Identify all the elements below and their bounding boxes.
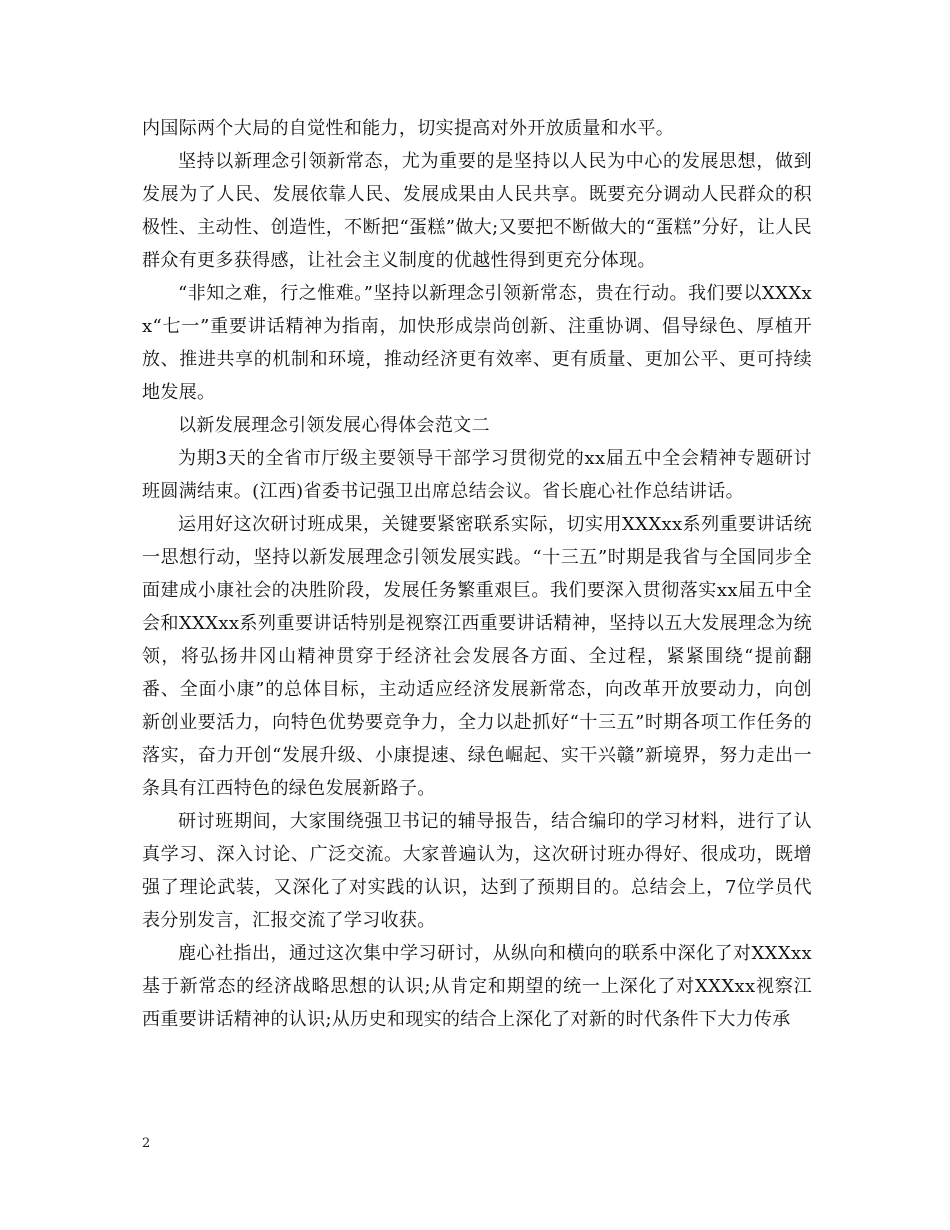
paragraph: 坚持以新理念引领新常态，尤为重要的是坚持以人民为中心的发展思想，做到发展为了人民、发展依靠人民、发展成果由人民共享。既要充分调动人民群众的积极性、主动性、创造性，不断把“蛋糕”做大;又要把不断做大的“蛋糕”分好，让人民群众有更多获得感，让社会主义制度的优越性得到更充分体现。 [142,151,812,271]
document-body [142,112,812,1036]
section-heading: 以新发展理念引领发展心得体会范文二 [178,415,490,436]
page-number: 2 [142,1136,151,1151]
paragraph: 运用好这次研讨班成果，关键要紧密联系实际，切实用XXXxx系列重要讲话统一思想行动，坚持以新发展理念引领发展实践。“十三五”时期是我省与全国同步全面建成小康社会的决胜阶段，发展任务繁重艰巨。我们要深入贯彻落实xx届五中全会和XXXxx系列重要讲话特别是视察江西重要讲话精神，坚持以五大发展理念为统领，将弘扬井冈山精神贯穿于经济社会发展各方面、全过程，紧紧围绕“提前翻番、全面小康”的总体目标，主动适应经济发展新常态，向改革开放要动力，向创新创业要活力，向特色优势要竞争力，全力以赴抓好“十三五”时期各项工作任务的落实，奋力开创“发展升级、小康提速、绿色崛起、实干兴赣”新境界，努力走出一条具有江西特色的绿色发展新路子。 [142,514,812,799]
paragraph: “非知之难，行之惟难。”坚持以新理念引领新常态，贵在行动。我们要以XXXxx“七一”重要讲话精神为指南，加快形成崇尚创新、注重协调、倡导绿色、厚植开放、推进共享的机制和环境，推动经济更有效率、更有质量、更加公平、更可持续地发展。 [142,283,812,403]
paragraph-continuation: 内国际两个大局的自觉性和能力，切实提高对外开放质量和水平。 [142,118,675,139]
paragraph: 研讨班期间，大家围绕强卫书记的辅导报告，结合编印的学习材料，进行了认真学习、深入讨论、广泛交流。大家普遍认为，这次研讨班办得好、很成功，既增强了理论武装，又深化了对实践的认识，达到了预期目的。总结会上，7位学员代表分别发言，汇报交流了学习收获。 [142,811,812,931]
paragraph: 为期3天的全省市厅级主要领导干部学习贯彻党的xx届五中全会精神专题研讨班圆满结束。(江西)省委书记强卫出席总结会议。省长鹿心社作总结讲话。 [142,448,812,502]
paragraph: 鹿心社指出，通过这次集中学习研讨，从纵向和横向的联系中深化了对XXXxx基于新常态的经济战略思想的认识;从肯定和期望的统一上深化了对XXXxx视察江西重要讲话精神的认识;从历史和现实的结合上深化了对新的时代条件下大力传承 [142,943,812,1030]
